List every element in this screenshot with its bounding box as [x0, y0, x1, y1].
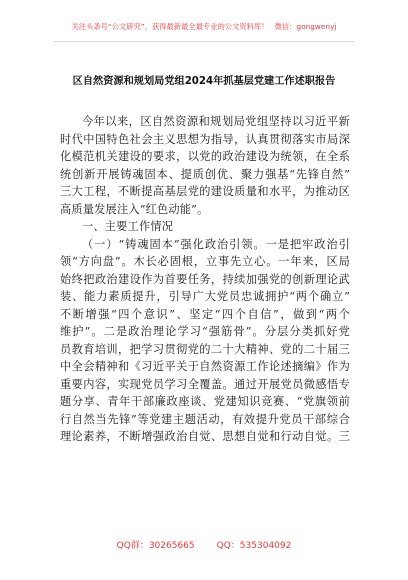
body-line: 三大工程，不断提高基层党的建设质量和水平，为推动区: [60, 185, 350, 198]
footer-qq: QQ：535304092: [216, 541, 292, 551]
body-line: 今年以来，区自然资源和规划局党组坚持以习近平新: [82, 115, 350, 128]
body-line: 重要内容，实现党员学习全覆盖。通过开展党员微感悟专: [60, 377, 350, 391]
header-notice: 关注头条号“公文研究”，获得最新最全最专业的公文资料库！: [71, 22, 269, 31]
body-line: 不断增强“四个意识”、坚定“四个自信”，做到“两个: [60, 307, 350, 321]
body-line: 时代中国特色社会主义思想为指导，认真贯彻落实市局深: [60, 132, 350, 146]
header-banner: [0, 22, 408, 32]
document-title: 区自然资源和规划局党组2024年抓基层党建工作述职报告: [72, 76, 336, 87]
body-line: 化模范机关建设的要求，以党的政治建设为统领，在全系: [60, 150, 350, 163]
body-line: 领“方向盘”。木长必固根，立事先立心。一年来，区局: [60, 255, 350, 268]
body-line: 理论素养，不断增强政治自觉、思想自觉和行动自觉。三: [60, 430, 350, 443]
body-line: 始终把政治建设作为首要任务，持续加强党的创新理论武: [60, 272, 350, 286]
body-line: 中全会精神和《习近平关于自然资源工作论述摘编》作为: [60, 360, 350, 373]
body-line: 装、能力素质提升，引导广大党员忠诚拥护“两个确立”: [60, 290, 350, 303]
body-line: 一、主要工作情况: [82, 220, 174, 233]
document-body: [60, 113, 350, 446]
body-line: 员教育培训，把学习贯彻党的二十大精神、党的二十届三: [60, 342, 350, 356]
header-wechat: 微信：gongwenyj: [274, 22, 337, 31]
header-divider: [54, 41, 354, 42]
body-line: 统创新开展铸魂固本、提质创优、聚力强基“先锋自然”: [60, 167, 350, 181]
footer-qq-group: QQ群：30265665: [116, 541, 195, 551]
body-line: 高质量发展注入“红色动能”。: [60, 202, 209, 216]
body-line: 题分享、青年干部廉政座谈、党建知识竞赛、“党旗领前: [60, 395, 350, 408]
footer-contact: [0, 538, 408, 551]
body-line: （一）“铸魂固本”强化政治引领。一是把牢政治引: [82, 237, 350, 251]
body-line: 维护”。二是政治理论学习“强筋骨”。分层分类抓好党: [60, 325, 350, 338]
body-line: 行自然当先锋”等党建主题活动，有效提升党员干部综合: [60, 412, 350, 426]
